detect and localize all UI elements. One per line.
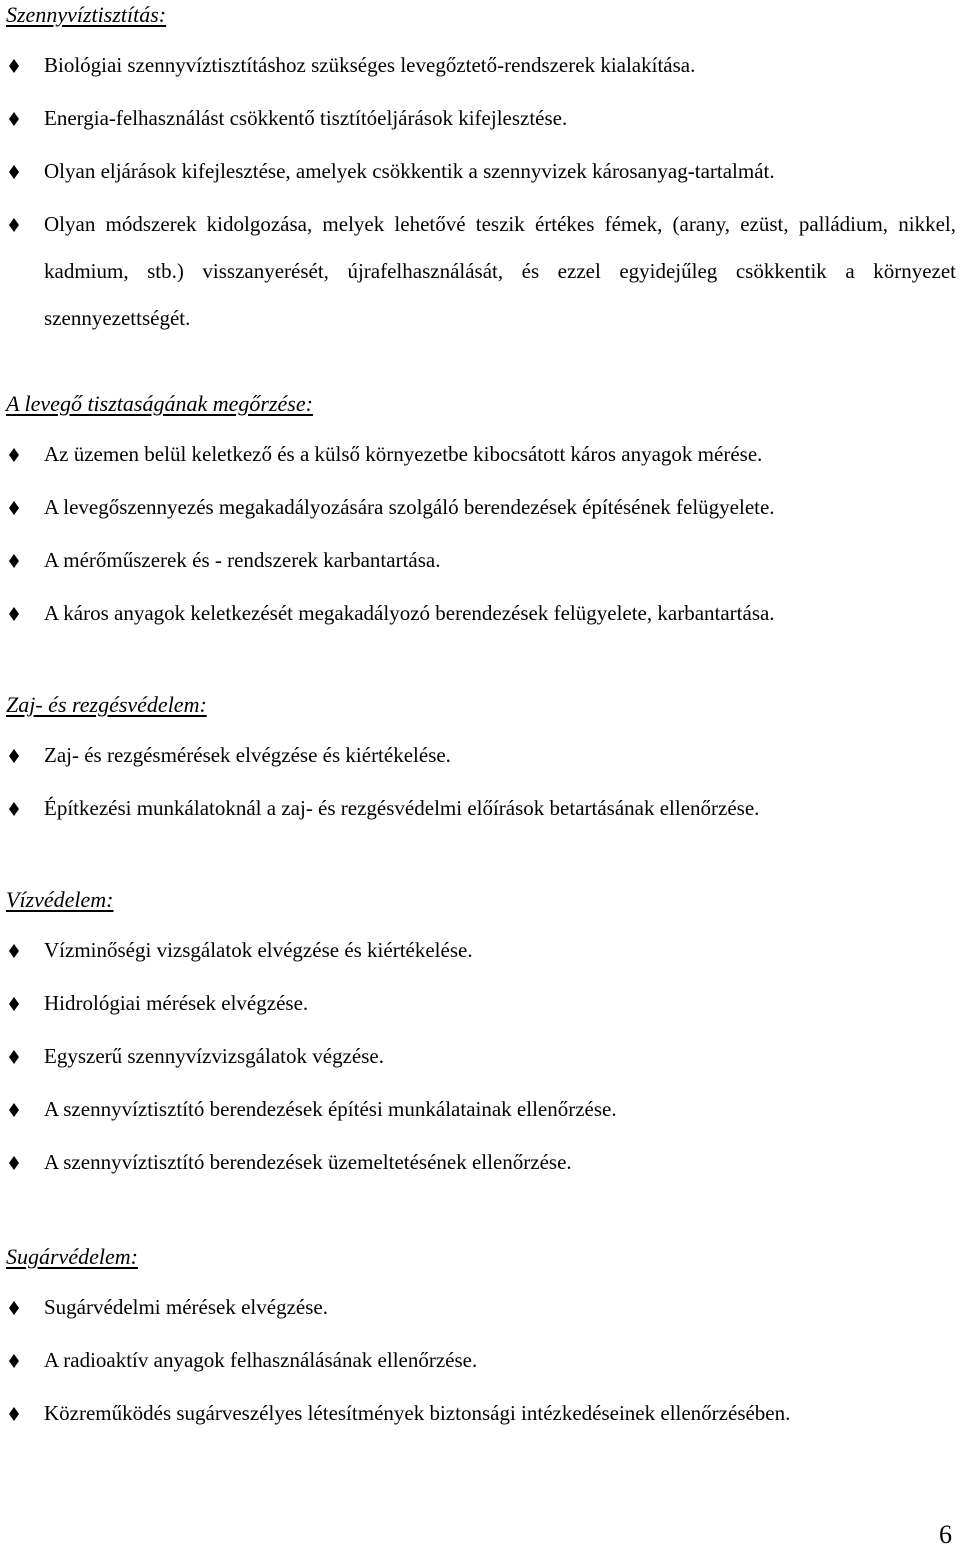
section-heading: Zaj- és rezgésvédelem:: [6, 692, 207, 717]
list-item: [6, 201, 956, 342]
section-heading: Szennyvíztisztítás:: [6, 2, 167, 27]
list-item: [6, 1337, 956, 1384]
diamond-bullet-icon: [8, 732, 20, 779]
item-text: A káros anyagok keletkezését megakadályozó berendezések felügyelete, karbantartása.: [44, 601, 775, 625]
diamond-bullet-icon: [8, 1337, 20, 1384]
item-text: A szennyvíztisztító berendezések építési munkálatainak ellenőrzése.: [44, 1097, 617, 1121]
diamond-bullet-icon: [8, 927, 20, 974]
list-item: [6, 1390, 956, 1437]
diamond-bullet-icon: [8, 95, 20, 142]
list-item: [6, 927, 956, 974]
list-item: [6, 1284, 956, 1331]
diamond-bullet-icon: [8, 1033, 20, 1080]
item-text: Biológiai szennyvíztisztításhoz szükséges levegőztető-rendszerek kialakítása.: [44, 53, 696, 77]
list-item: [6, 1139, 956, 1186]
list-item: [6, 431, 956, 478]
diamond-bullet-icon: [8, 1284, 20, 1331]
item-text: A mérőműszerek és - rendszerek karbantartása.: [44, 548, 441, 572]
diamond-bullet-icon: [8, 537, 20, 584]
item-list: [6, 42, 956, 342]
item-text: A levegőszennyezés megakadályozására szolgáló berendezések építésének felügyelete.: [44, 495, 775, 519]
item-text: Energia-felhasználást csökkentő tisztítóeljárások kifejlesztése.: [44, 106, 568, 130]
list-item: [6, 1033, 956, 1080]
item-list: [6, 431, 956, 637]
diamond-bullet-icon: [8, 1390, 20, 1437]
item-text: Zaj- és rezgésmérések elvégzése és kiértékelése.: [44, 743, 451, 767]
diamond-bullet-icon: [8, 431, 20, 478]
section-heading: A levegő tisztaságának megőrzése:: [6, 391, 313, 416]
list-item: [6, 1086, 956, 1133]
item-text: Egyszerű szennyvízvizsgálatok végzése.: [44, 1044, 384, 1068]
section-air-quality: [6, 391, 956, 643]
section-radiation-protection: [6, 1244, 956, 1443]
diamond-bullet-icon: [8, 980, 20, 1027]
diamond-bullet-icon: [8, 484, 20, 531]
item-text: A radioaktív anyagok felhasználásának ellenőrzése.: [44, 1348, 478, 1372]
item-text: Az üzemen belül keletkező és a külső környezetbe kibocsátott káros anyagok mérése.: [44, 442, 763, 466]
page-number: 6: [939, 1520, 952, 1549]
list-item: [6, 484, 956, 531]
section-water-protection: [6, 887, 956, 1192]
item-text: Hidrológiai mérések elvégzése.: [44, 991, 309, 1015]
item-text: Olyan eljárások kifejlesztése, amelyek csökkentik a szennyvizek károsanyag-tartalmát.: [44, 159, 775, 183]
diamond-bullet-icon: [8, 590, 20, 637]
section-noise-vibration: [6, 692, 956, 838]
item-text: Sugárvédelmi mérések elvégzése.: [44, 1295, 328, 1319]
item-list: [6, 732, 956, 832]
item-text: A szennyvíztisztító berendezések üzemeltetésének ellenőrzése.: [44, 1150, 572, 1174]
list-item: [6, 42, 956, 89]
item-text: Olyan módszerek kidolgozása, melyek lehetővé teszik értékes fémek, (arany, ezüst, palládium, nikkel, kadmium, stb.) visszanyerését, újrafelhasználását, és ezzel egyidejűleg csökkentik a környezet szennyezettségét.: [44, 212, 956, 330]
item-text: Vízminőségi vizsgálatok elvégzése és kiértékelése.: [44, 938, 473, 962]
list-item: [6, 980, 956, 1027]
section-heading: Vízvédelem:: [6, 887, 114, 912]
list-item: [6, 785, 956, 832]
list-item: [6, 590, 956, 637]
item-text: Közreműködés sugárveszélyes létesítmények biztonsági intézkedéseinek ellenőrzésében.: [44, 1401, 791, 1425]
item-text: Építkezési munkálatoknál a zaj- és rezgésvédelmi előírások betartásának ellenőrzése.: [44, 796, 760, 820]
list-item: [6, 148, 956, 195]
diamond-bullet-icon: [8, 1139, 20, 1186]
list-item: [6, 732, 956, 779]
list-item: [6, 537, 956, 584]
diamond-bullet-icon: [8, 201, 20, 248]
diamond-bullet-icon: [8, 785, 20, 832]
item-list: [6, 927, 956, 1186]
diamond-bullet-icon: [8, 148, 20, 195]
diamond-bullet-icon: [8, 1086, 20, 1133]
section-wastewater: [6, 2, 956, 348]
list-item: [6, 95, 956, 142]
item-list: [6, 1284, 956, 1437]
diamond-bullet-icon: [8, 42, 20, 89]
section-heading: Sugárvédelem:: [6, 1244, 138, 1269]
